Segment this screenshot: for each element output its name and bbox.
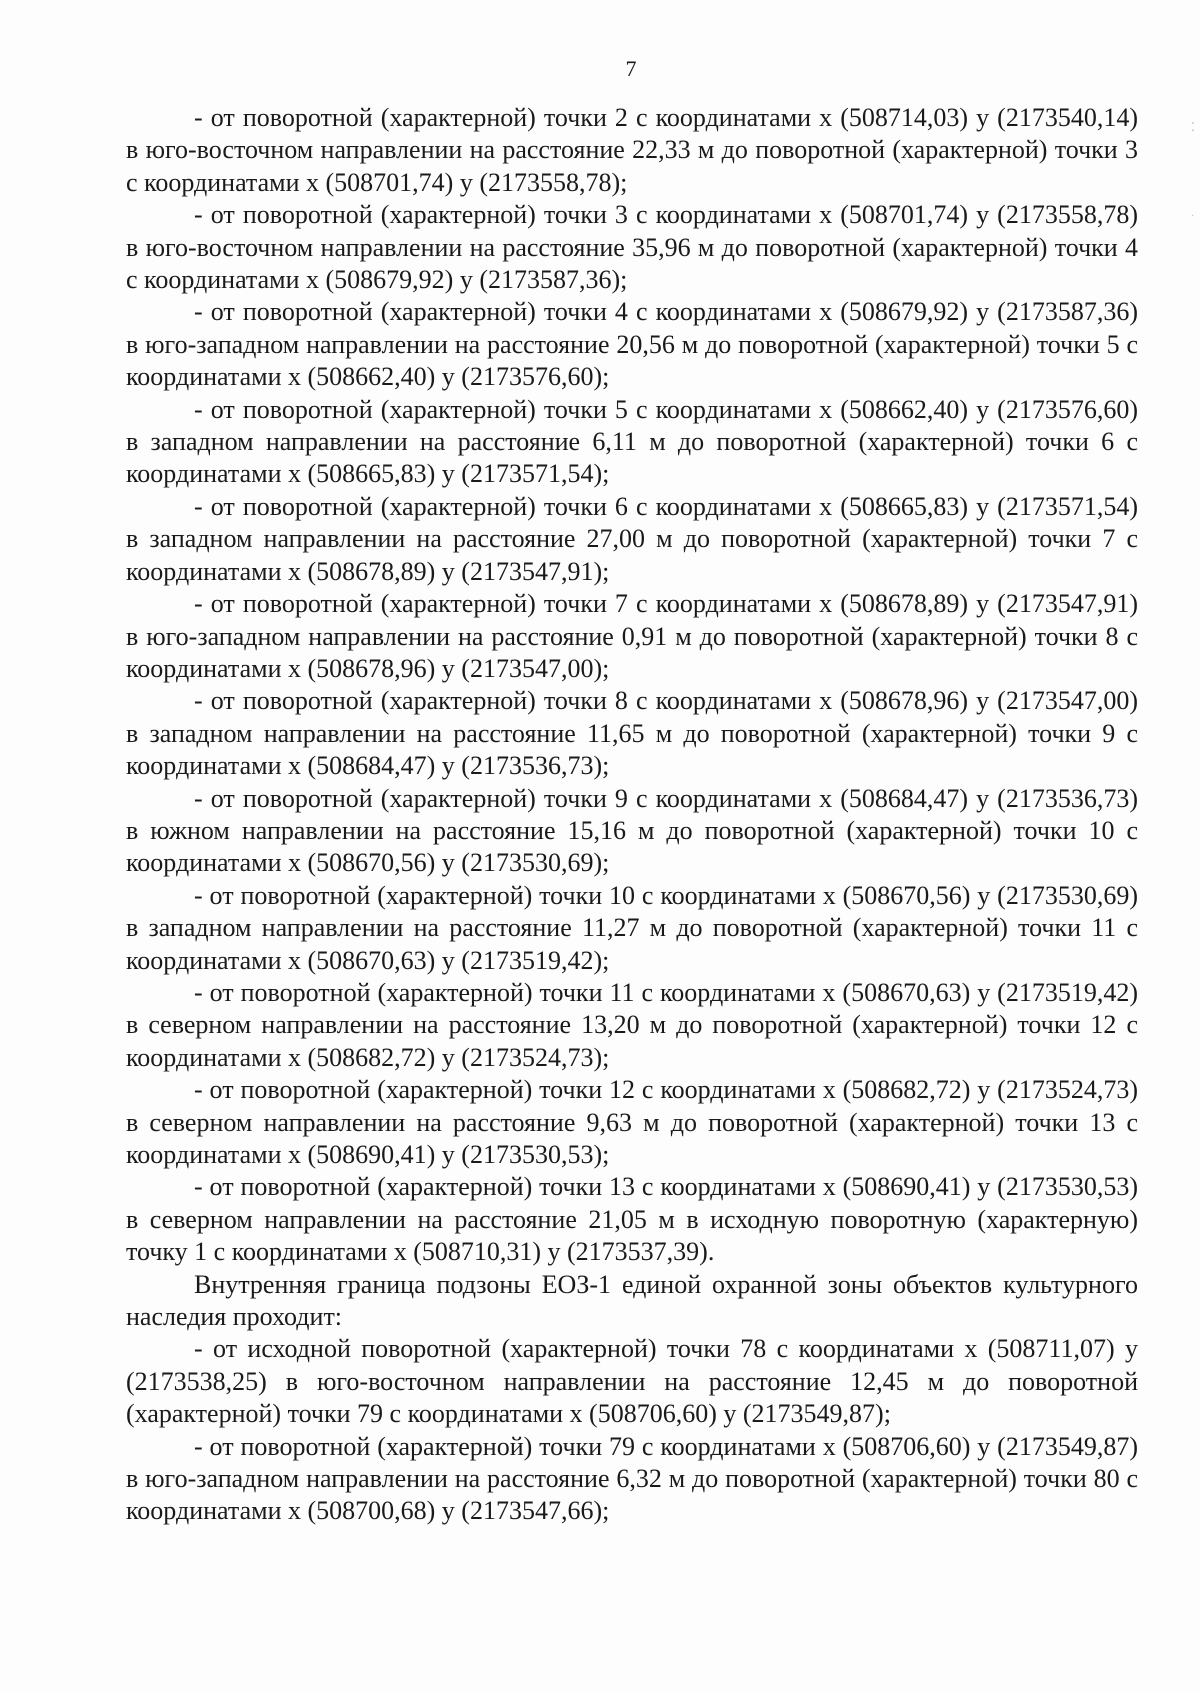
scan-edge-mark-secondary: · xyxy=(1191,211,1195,222)
paragraph-point-7: - от поворотной (характерной) точки 7 с координатами x (508678,89) y (2173547,91) в юго-западном направлении на расстояние 0,91 м до поворотной (характерной) точки 8 с координатами x (508678,96) y (2173547,00); xyxy=(126,589,1138,683)
scan-edge-mark: ⁚ xyxy=(1191,120,1195,134)
paragraph-point-13: - от поворотной (характерной) точки 13 с координатами x (508690,41) y (2173530,53) в северном направлении на расстояние 21,05 м в исходную поворотную (характерную) точку 1 с координатами x (508710,31) y (2173537,39). xyxy=(126,1172,1138,1267)
paragraph-point-9: - от поворотной (характерной) точки 9 с координатами x (508684,47) y (2173536,73) в южном направлении на расстояние 15,16 м до поворотной (характерной) точки 10 с координатами x (508670,56) y (2173530,69); xyxy=(126,783,1138,878)
paragraph-point-6: - от поворотной (характерной) точки 6 с координатами x (508665,83) y (2173571,54) в западном направлении на расстояние 27,00 м до поворотной (характерной) точки 7 с координатами x (508678,89) y (2173547,91); xyxy=(126,491,1138,586)
paragraph-point-2: - от поворотной (характерной) точки 2 с координатами x (508714,03) y (2173540,14) в юго-восточном направлении на расстояние 22,33 м до поворотной (характерной) точки 3 с координатами x (508701,74) y (2173558,78); xyxy=(126,103,1138,197)
paragraph-point-11: - от поворотной (характерной) точки 11 с координатами x (508670,63) y (2173519,42) в северном направлении на расстояние 13,20 м до поворотной (характерной) точки 12 с координатами x (508682,72) y (2173524,73); xyxy=(126,977,1138,1072)
paragraph-point-3: - от поворотной (характерной) точки 3 с координатами x (508701,74) y (2173558,78) в юго-восточном направлении на расстояние 35,96 м до поворотной (характерной) точки 4 с координатами x (508679,92) y (2173587,36); xyxy=(126,200,1138,295)
paragraph-inner-boundary-heading: Внутренняя граница подзоны ЕОЗ-1 единой охранной зоны объектов культурного наследия проходит: xyxy=(126,1269,1138,1332)
document-body xyxy=(126,102,1138,1528)
paragraph-point-79: - от поворотной (характерной) точки 79 с координатами x (508706,60) y (2173549,87) в юго-западном направлении на расстояние 6,32 м до поворотной (характерной) точки 80 с координатами x (508700,68) y (2173547,66); xyxy=(126,1431,1138,1526)
paragraph-point-12: - от поворотной (характерной) точки 12 с координатами x (508682,72) y (2173524,73) в северном направлении на расстояние 9,63 м до поворотной (характерной) точки 13 с координатами x (508690,41) y (2173530,53); xyxy=(126,1075,1138,1169)
paragraph-point-5: - от поворотной (характерной) точки 5 с координатами x (508662,40) y (2173576,60) в западном направлении на расстояние 6,11 м до поворотной (характерной) точки 6 с координатами x (508665,83) y (2173571,54); xyxy=(126,394,1138,489)
paragraph-point-8: - от поворотной (характерной) точки 8 с координатами x (508678,96) y (2173547,00) в западном направлении на расстояние 11,65 м до поворотной (характерной) точки 9 с координатами x (508684,47) y (2173536,73); xyxy=(126,686,1138,781)
paragraph-point-10: - от поворотной (характерной) точки 10 с координатами x (508670,56) y (2173530,69) в западном направлении на расстояние 11,27 м до поворотной (характерной) точки 11 с координатами x (508670,63) y (2173519,42); xyxy=(126,880,1138,975)
paragraph-point-78: - от исходной поворотной (характерной) точки 78 с координатами x (508711,07) y (2173538,25) в юго-восточном направлении на расстояние 12,45 м до поворотной (характерной) точки 79 с координатами x (508706,60) y (2173549,87); xyxy=(126,1334,1138,1429)
paragraph-point-4: - от поворотной (характерной) точки 4 с координатами x (508679,92) y (2173587,36) в юго-западном направлении на расстояние 20,56 м до поворотной (характерной) точки 5 с координатами x (508662,40) y (2173576,60); xyxy=(126,297,1138,392)
page-number: 7 xyxy=(625,56,637,81)
